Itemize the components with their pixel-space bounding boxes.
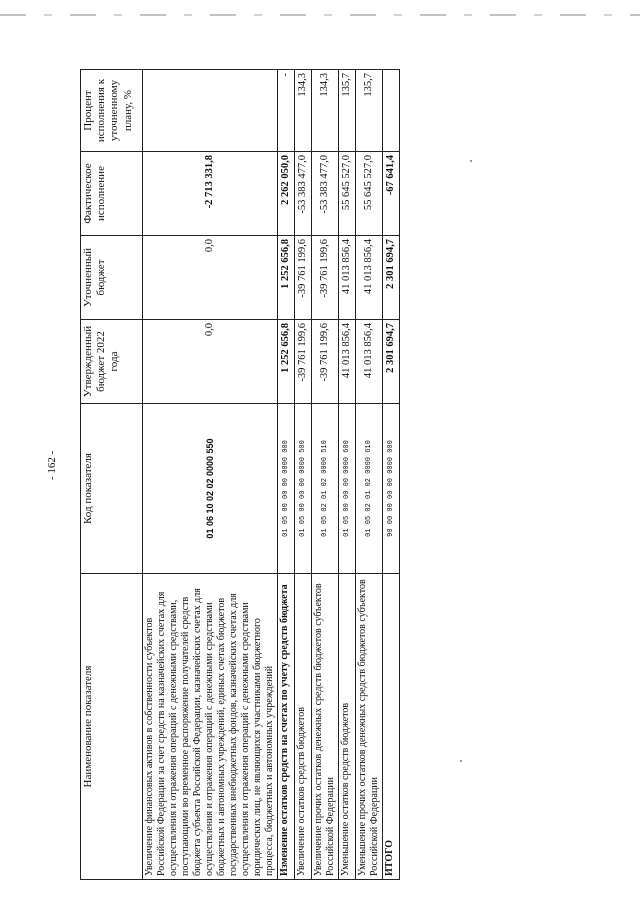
header-indicator-code: Код показателя xyxy=(81,404,143,574)
row-code: 01 05 02 01 02 0000 510 xyxy=(312,404,339,574)
row-approved: 41 013 856,4 xyxy=(339,320,356,404)
table-row xyxy=(339,70,356,880)
header-execution-percent: Процент исполнения к уточненному плану, % xyxy=(81,70,143,152)
row-approved: 41 013 856,4 xyxy=(356,320,383,404)
row-actual: 2 262 050,0 xyxy=(278,152,295,236)
header-approved-budget: Утвержденный бюджет 2022 года xyxy=(81,320,143,404)
scan-artifact-line xyxy=(0,14,640,16)
scan-speck xyxy=(470,160,472,162)
row-refined: 1 252 656,8 xyxy=(278,236,295,320)
row-percent xyxy=(143,70,278,152)
budget-table xyxy=(80,69,400,880)
row-percent xyxy=(383,70,400,152)
table-row xyxy=(278,70,295,880)
row-refined: -39 761 199,6 xyxy=(312,236,339,320)
row-name: Уменьшение остатков средств бюджетов xyxy=(339,574,356,880)
row-refined: 2 301 694,7 xyxy=(383,236,400,320)
row-approved: -39 761 199,6 xyxy=(312,320,339,404)
row-actual: 55 645 527,0 xyxy=(356,152,383,236)
row-name: Увеличение остатков средств бюджетов xyxy=(295,574,312,880)
row-code: 01 06 10 02 02 0000 550 xyxy=(143,404,278,574)
row-code: 01 05 00 00 00 0000 500 xyxy=(295,404,312,574)
row-code: 90 00 00 00 00 0000 000 xyxy=(383,404,400,574)
table-row-total xyxy=(383,70,400,880)
row-refined: -39 761 199,6 xyxy=(295,236,312,320)
row-percent: 134,3 xyxy=(295,70,312,152)
row-percent: - xyxy=(278,70,295,152)
row-refined: 0,0 xyxy=(143,236,278,320)
row-name: Увеличение прочих остатков денежных средств бюджетов субъектов Российской Федерации xyxy=(312,574,339,880)
header-refined-budget: Уточненный бюджет xyxy=(81,236,143,320)
row-code: 01 05 00 00 00 0000 600 xyxy=(339,404,356,574)
scan-speck xyxy=(460,760,462,762)
table-header-row xyxy=(81,70,143,880)
row-percent: 135,7 xyxy=(339,70,356,152)
row-actual: -53 383 477,0 xyxy=(312,152,339,236)
row-actual: -2 713 331,8 xyxy=(143,152,278,236)
row-name: Увеличение финансовых активов в собственности субъектов Российской Федерации за счет средств на казначейских счетах для осуществления и отражения операций с денежными средствами, поступающими во временное распоряжение получателей средств бюджета субъекта Российской Федерации, казначейских счетах для осуществления и отражения операций с денежными средствами бюджетных и автономных учреждений, единых счетах бюджетов государственных внебюджетных фондов, казначейских счетах для осуществления и отражения операций с денежными средствами юридических лиц, не являющихся участниками бюджетного процесса, бюджетных и автономных учреждений xyxy=(143,574,278,880)
rotated-table-container xyxy=(80,70,396,880)
row-actual: 55 645 527,0 xyxy=(339,152,356,236)
row-actual: -67 641,4 xyxy=(383,152,400,236)
row-code: 01 05 02 01 02 0000 610 xyxy=(356,404,383,574)
row-code: 01 05 00 00 00 0000 000 xyxy=(278,404,295,574)
row-actual: -53 383 477,0 xyxy=(295,152,312,236)
row-approved: 2 301 694,7 xyxy=(383,320,400,404)
row-approved: 0,0 xyxy=(143,320,278,404)
row-approved: 1 252 656,8 xyxy=(278,320,295,404)
table-row xyxy=(312,70,339,880)
row-name: Изменение остатков средств на счетах по учету средств бюджета xyxy=(278,574,295,880)
row-percent: 135,7 xyxy=(356,70,383,152)
table-row xyxy=(143,70,278,880)
page-number: - 162 - xyxy=(46,450,58,480)
header-indicator-name: Наименование показателя xyxy=(81,574,143,880)
row-name: Уменьшение прочих остатков денежных средств бюджетов субъектов Российской Федерации xyxy=(356,574,383,880)
row-percent: 134,3 xyxy=(312,70,339,152)
row-approved: -39 761 199,6 xyxy=(295,320,312,404)
header-actual-execution: Фактическое исполнение xyxy=(81,152,143,236)
table-row xyxy=(356,70,383,880)
row-refined: 41 013 856,4 xyxy=(339,236,356,320)
row-refined: 41 013 856,4 xyxy=(356,236,383,320)
row-name: ИТОГО xyxy=(383,574,400,880)
table-row xyxy=(295,70,312,880)
